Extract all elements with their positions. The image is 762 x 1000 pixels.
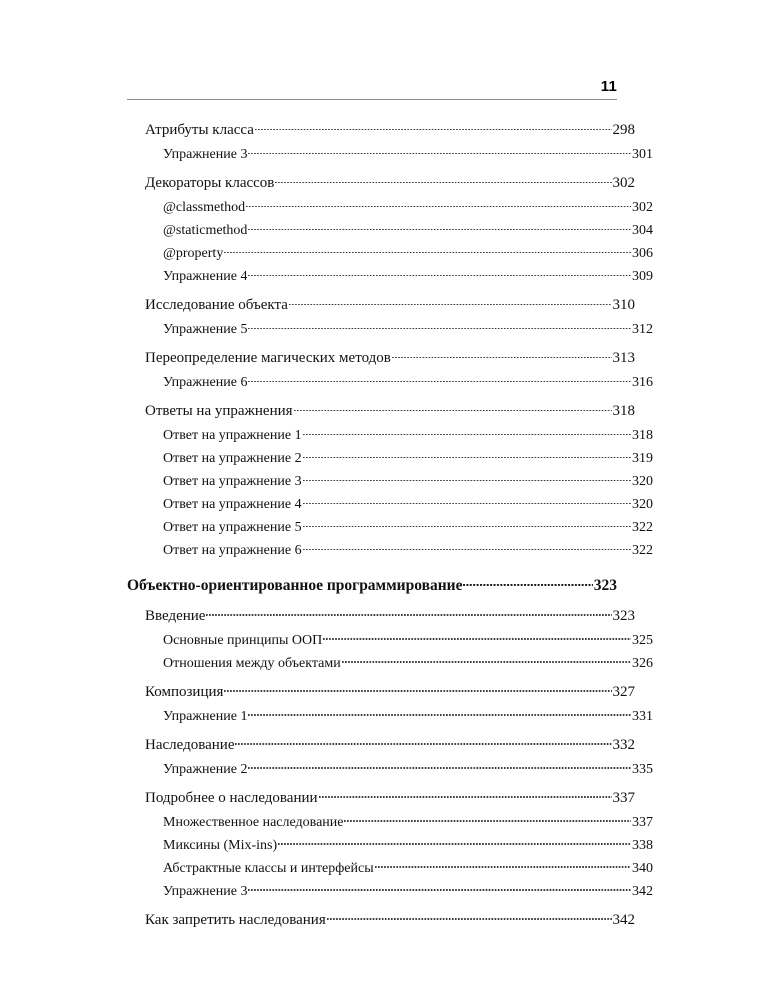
toc-entry[interactable]	[163, 144, 653, 164]
dot-leader	[303, 494, 631, 508]
toc-entry-page-number: 306	[632, 246, 653, 261]
toc-entry-page-number: 322	[632, 543, 653, 558]
toc-entry-page-number: 320	[632, 474, 653, 489]
toc-entry-title: Упражнение 1	[163, 708, 248, 724]
toc-entry[interactable]	[145, 400, 635, 421]
toc-entry-page-number: 322	[632, 520, 653, 535]
toc-entry[interactable]	[163, 540, 653, 560]
toc-entry[interactable]	[163, 243, 653, 263]
toc-entry-page-number: 326	[632, 655, 653, 671]
toc-entry-title: Упражнение 4	[163, 269, 248, 284]
toc-entry-page-number: 316	[632, 375, 653, 390]
toc-entry[interactable]	[163, 448, 653, 468]
toc-entry-page-number: 342	[612, 911, 635, 928]
dot-leader	[303, 540, 631, 554]
toc-entry-title: Ответ на упражнение 4	[163, 497, 302, 512]
toc-entry-title: Упражнение 2	[163, 761, 248, 777]
toc-entry-title: Абстрактные классы и интерфейсы	[163, 860, 374, 876]
toc-entry-page-number: 313	[612, 350, 635, 366]
toc-entry-title: Подробнее о наследовании	[145, 789, 318, 806]
toc-entry-title: Миксины (Mix-ins)	[163, 837, 278, 853]
toc-entry[interactable]	[163, 517, 653, 537]
toc-entry-page-number: 318	[632, 428, 653, 443]
toc-entry-page-number: 323	[612, 607, 635, 624]
toc-entry-page-number: 312	[632, 322, 653, 337]
dot-leader	[303, 448, 631, 462]
page-number: 11	[600, 78, 617, 95]
toc-entry[interactable]	[163, 706, 653, 726]
dot-leader	[248, 319, 631, 333]
toc-entry-page-number: 331	[632, 708, 653, 724]
toc-entry-page-number: 325	[632, 632, 653, 648]
toc-entry[interactable]	[163, 630, 653, 650]
toc-entry-page-number: 338	[632, 837, 653, 853]
dot-leader	[294, 400, 612, 415]
toc-entry-page-number: 342	[632, 883, 653, 899]
dot-leader	[303, 425, 631, 439]
toc-entry-page-number: 318	[612, 403, 635, 419]
toc-entry-page-number: 298	[612, 122, 635, 138]
toc-entry-title: Ответы на упражнения	[145, 403, 293, 419]
toc-entry[interactable]	[145, 172, 635, 193]
toc-entry-title: Наследование	[145, 736, 235, 753]
toc-entry-title: Ответ на упражнение 5	[163, 520, 302, 535]
dot-leader	[248, 759, 631, 773]
dot-leader	[248, 706, 631, 720]
toc-entry-page-number: 337	[632, 814, 653, 830]
toc-entry-page-number: 332	[612, 736, 635, 753]
toc-entry[interactable]	[163, 266, 653, 286]
dot-leader	[375, 858, 631, 872]
toc-chapter-entry[interactable]	[127, 574, 617, 596]
table-of-contents	[127, 119, 653, 930]
toc-entry[interactable]	[145, 119, 635, 140]
toc-entry-page-number: 309	[632, 269, 653, 284]
toc-entry[interactable]	[163, 220, 653, 240]
toc-entry[interactable]	[163, 759, 653, 779]
toc-entry-page-number: 304	[632, 223, 653, 238]
dot-leader	[289, 294, 612, 309]
toc-entry[interactable]	[163, 372, 653, 392]
dot-leader	[224, 243, 631, 257]
toc-entry-page-number: 320	[632, 497, 653, 512]
toc-entry-page-number: 340	[632, 860, 653, 876]
toc-entry[interactable]	[163, 319, 653, 339]
dot-leader	[303, 517, 631, 531]
toc-entry[interactable]	[145, 909, 635, 930]
toc-entry[interactable]	[145, 347, 635, 368]
dot-leader	[248, 220, 631, 234]
toc-entry-title: Как запретить наследования	[145, 911, 326, 928]
dot-leader	[319, 787, 612, 802]
toc-entry-title: Основные принципы ООП	[163, 632, 323, 648]
dot-leader	[248, 144, 631, 158]
toc-entry[interactable]	[145, 734, 635, 755]
dot-leader	[248, 881, 631, 895]
toc-entry-title: Упражнение 3	[163, 147, 248, 162]
toc-entry-title: Упражнение 3	[163, 883, 248, 899]
toc-entry[interactable]	[163, 197, 653, 217]
dot-leader	[255, 119, 612, 134]
toc-entry-title: Введение	[145, 607, 206, 624]
toc-entry[interactable]	[163, 881, 653, 901]
toc-entry-page-number: 335	[632, 761, 653, 777]
dot-leader	[327, 909, 612, 924]
toc-entry-title: Отношения между объектами	[163, 655, 341, 671]
dot-leader	[248, 266, 631, 280]
toc-entry-title: Ответ на упражнение 2	[163, 451, 302, 466]
running-header	[127, 78, 617, 100]
dot-leader	[275, 172, 611, 187]
toc-entry-title: Атрибуты класса	[145, 122, 254, 138]
toc-entry[interactable]	[145, 294, 635, 315]
toc-entry-title: @property	[163, 246, 224, 261]
dot-leader	[224, 681, 611, 696]
toc-entry[interactable]	[163, 425, 653, 445]
toc-entry[interactable]	[163, 835, 653, 855]
dot-leader	[246, 197, 631, 211]
toc-entry-page-number: 323	[593, 576, 617, 594]
toc-entry-title: Упражнение 5	[163, 322, 248, 337]
toc-entry[interactable]	[145, 605, 635, 626]
toc-entry[interactable]	[145, 681, 635, 702]
toc-entry-title: @classmethod	[163, 200, 246, 215]
toc-entry-page-number: 301	[632, 147, 653, 162]
toc-entry-page-number: 327	[612, 683, 635, 700]
dot-leader	[463, 574, 592, 590]
toc-entry-title: Объектно-ориентированное программирование	[127, 576, 463, 594]
toc-entry[interactable]	[163, 494, 653, 514]
toc-entry[interactable]	[145, 787, 635, 808]
dot-leader	[323, 630, 631, 644]
toc-entry-title: Исследование объекта	[145, 297, 288, 313]
toc-entry-title: Ответ на упражнение 6	[163, 543, 302, 558]
toc-entry[interactable]	[163, 812, 653, 832]
toc-entry-title: Множественное наследование	[163, 814, 344, 830]
toc-entry[interactable]	[163, 471, 653, 491]
header-rule	[127, 99, 617, 100]
toc-entry-page-number: 302	[612, 175, 635, 191]
toc-entry-page-number: 310	[612, 297, 635, 313]
toc-entry-title: @staticmethod	[163, 223, 248, 238]
dot-leader	[392, 347, 612, 362]
dot-leader	[344, 812, 631, 826]
dot-leader	[342, 653, 631, 667]
dot-leader	[303, 471, 631, 485]
toc-entry-title: Ответ на упражнение 1	[163, 428, 302, 443]
toc-entry-title: Композиция	[145, 683, 224, 700]
dot-leader	[235, 734, 611, 749]
dot-leader	[206, 605, 611, 620]
toc-entry-title: Декораторы классов	[145, 175, 275, 191]
dot-leader	[278, 835, 631, 849]
toc-entry-page-number: 302	[632, 200, 653, 215]
dot-leader	[248, 372, 631, 386]
toc-entry-page-number: 319	[632, 451, 653, 466]
toc-entry-title: Переопределение магических методов	[145, 350, 391, 366]
toc-entry-title: Ответ на упражнение 3	[163, 474, 302, 489]
toc-entry[interactable]	[163, 858, 653, 878]
toc-entry-title: Упражнение 6	[163, 375, 248, 390]
toc-entry-page-number: 337	[612, 789, 635, 806]
toc-entry[interactable]	[163, 653, 653, 673]
